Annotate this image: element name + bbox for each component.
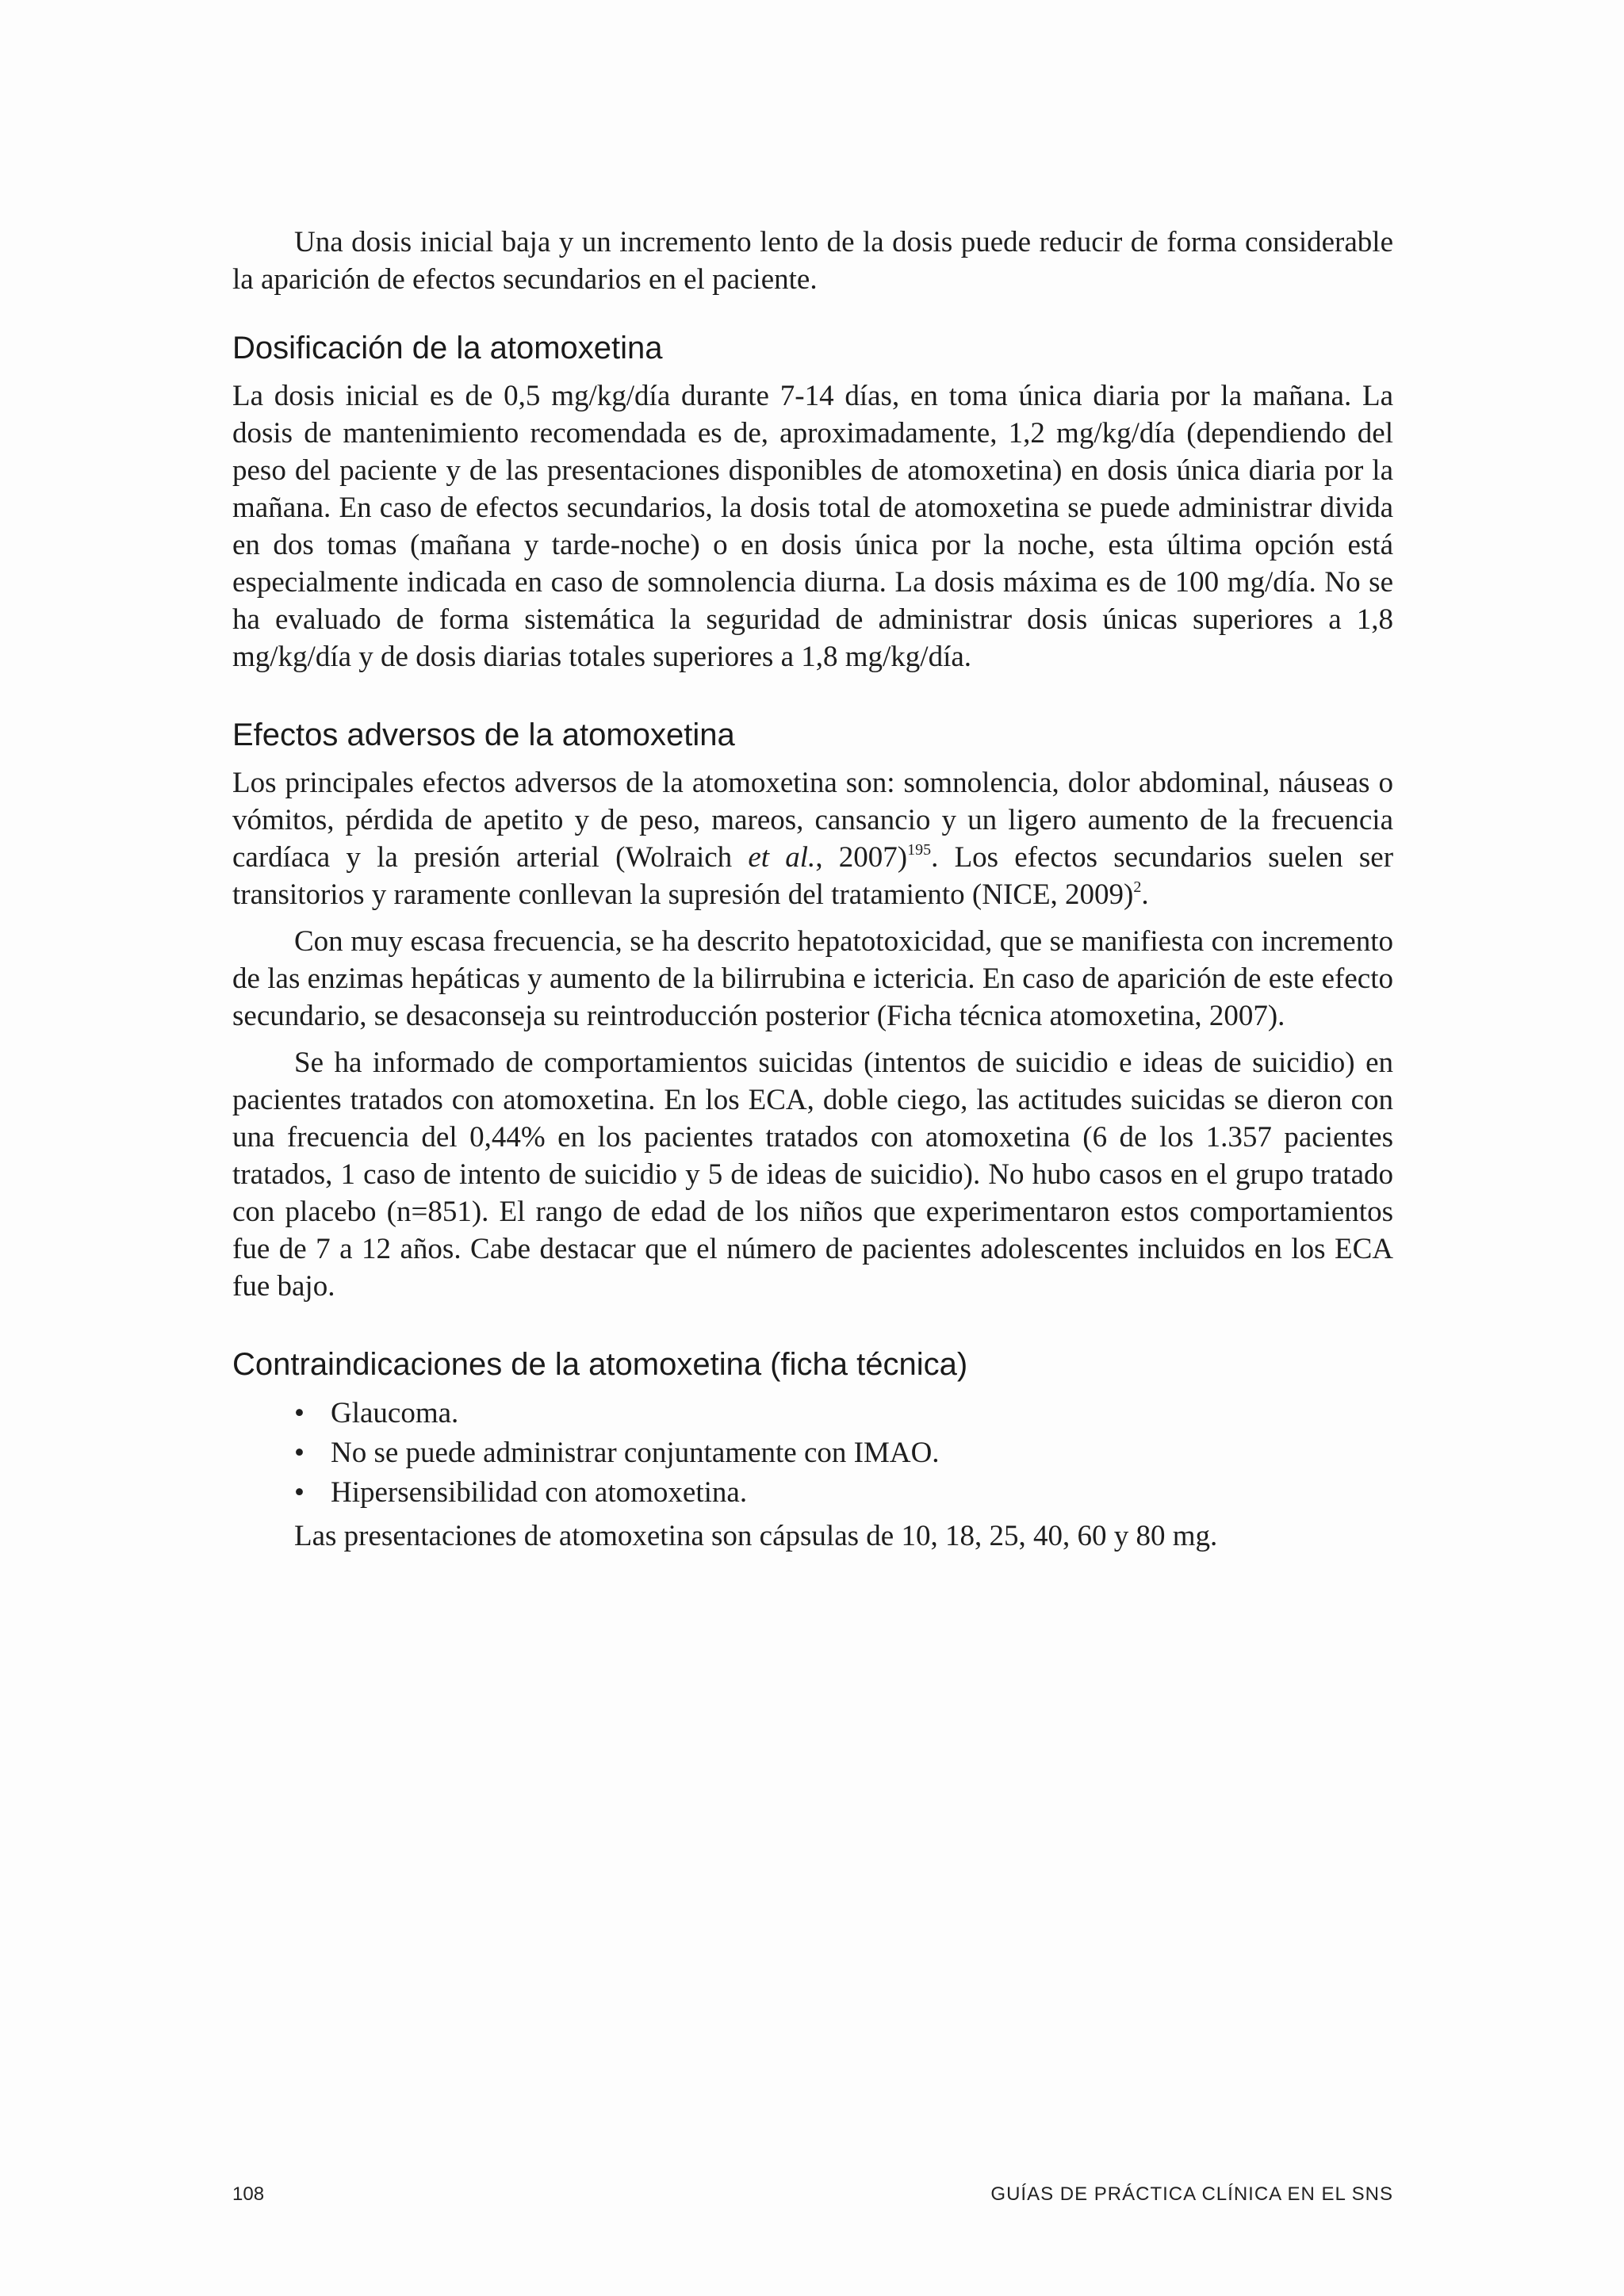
heading-contraindicaciones: Contraindicaciones de la atomoxetina (ficha técnica)	[232, 1347, 968, 1382]
efectos-p1-text-2: , 2007)	[815, 841, 908, 874]
list-item	[294, 1394, 1393, 1433]
dosificacion-paragraph: La dosis inicial es de 0,5 mg/kg/día durante 7-14 días, en toma única diaria por la mañana. La dosis de mantenimiento recomendada es de, aproximadamente, 1,2 mg/kg/día (dependiendo del peso del paciente y de las presentaciones disponibles de atomoxetina) en dosis única diaria por la mañana. En caso de efectos secundarios, la dosis total de atomoxetina se puede administrar divida en dos tomas (mañana y tarde-noche) o en dosis única por la noche, esta última opción está especialmente indicada en caso de somnolencia diurna. La dosis máxima es de 100 mg/día. No se ha evaluado de forma sistemática la seguridad de administrar dosis únicas superiores a 1,8 mg/kg/día y de dosis diarias totales superiores a 1,8 mg/kg/día.	[232, 380, 1393, 673]
list-item-text: No se puede administrar conjuntamente con IMAO.	[331, 1437, 940, 1469]
efectos-p1-italic: et al.	[748, 841, 816, 874]
citation-superscript-2: 2	[1133, 878, 1142, 896]
page-body	[232, 224, 1393, 1555]
heading-dosificacion: Dosificación de la atomoxetina	[232, 331, 663, 365]
presentaciones-paragraph: Las presentaciones de atomoxetina son cápsulas de 10, 18, 25, 40, 60 y 80 mg.	[294, 1520, 1218, 1552]
efectos-p1-text-1: Los principales efectos adversos de la atomoxetina son: somnolencia, dolor abdominal, náuseas o vómitos, pérdida de apetito y de peso, mareos, cansancio y un ligero aumento de la frecuencia cardíaca y la presión arterial (Wolraich	[232, 767, 1393, 874]
efectos-paragraph-1	[232, 764, 1393, 913]
list-item-text: Hipersensibilidad con atomoxetina.	[331, 1476, 748, 1509]
list-item	[294, 1473, 1393, 1513]
efectos-p1-text-3: . Los efectos secundarios suelen ser transitorios y raramente conllevan la supresión del tratamiento (NICE, 2009)	[232, 841, 1394, 911]
bullet-icon: •	[294, 1397, 304, 1429]
page-number: 108	[232, 2183, 265, 2205]
citation-superscript-195: 195	[907, 841, 932, 859]
list-item-text: Glaucoma.	[331, 1397, 459, 1429]
heading-efectos-adversos: Efectos adversos de la atomoxetina	[232, 718, 735, 752]
list-item	[294, 1433, 1393, 1473]
efectos-paragraph-3: Se ha informado de comportamientos suicidas (intentos de suicidio e ideas de suicidio) en pacientes tratados con atomoxetina. En los ECA, doble ciego, las actitudes suicidas se dieron con una frecuencia del 0,44% en los pacientes tratados con atomoxetina (6 de los 1.357 pacientes tratados, 1 caso de intento de suicidio y 5 de ideas de suicidio). No hubo casos en el grupo tratado con placebo (n=851). El rango de edad de los niños que experimentaron estos comportamientos fue de 7 a 12 años. Cabe destacar que el número de pacientes adolescentes incluidos en los ECA fue bajo.	[232, 1047, 1393, 1303]
bullet-icon: •	[294, 1476, 304, 1509]
intro-paragraph: Una dosis inicial baja y un incremento lento de la dosis puede reducir de forma considerable la aparición de efectos secundarios en el paciente.	[232, 226, 1393, 296]
bullet-icon: •	[294, 1437, 304, 1469]
efectos-paragraph-2: Con muy escasa frecuencia, se ha descrito hepatotoxicidad, que se manifiesta con incremento de las enzimas hepáticas y aumento de la bilirrubina e ictericia. En caso de aparición de este efecto secundario, se desaconseja su reintroducción posterior (Ficha técnica atomoxetina, 2007).	[232, 925, 1393, 1032]
efectos-p1-text-4: .	[1141, 878, 1149, 911]
running-title: GUÍAS DE PRÁCTICA CLÍNICA EN EL SNS	[990, 2183, 1393, 2205]
contraindications-list	[232, 1394, 1393, 1513]
